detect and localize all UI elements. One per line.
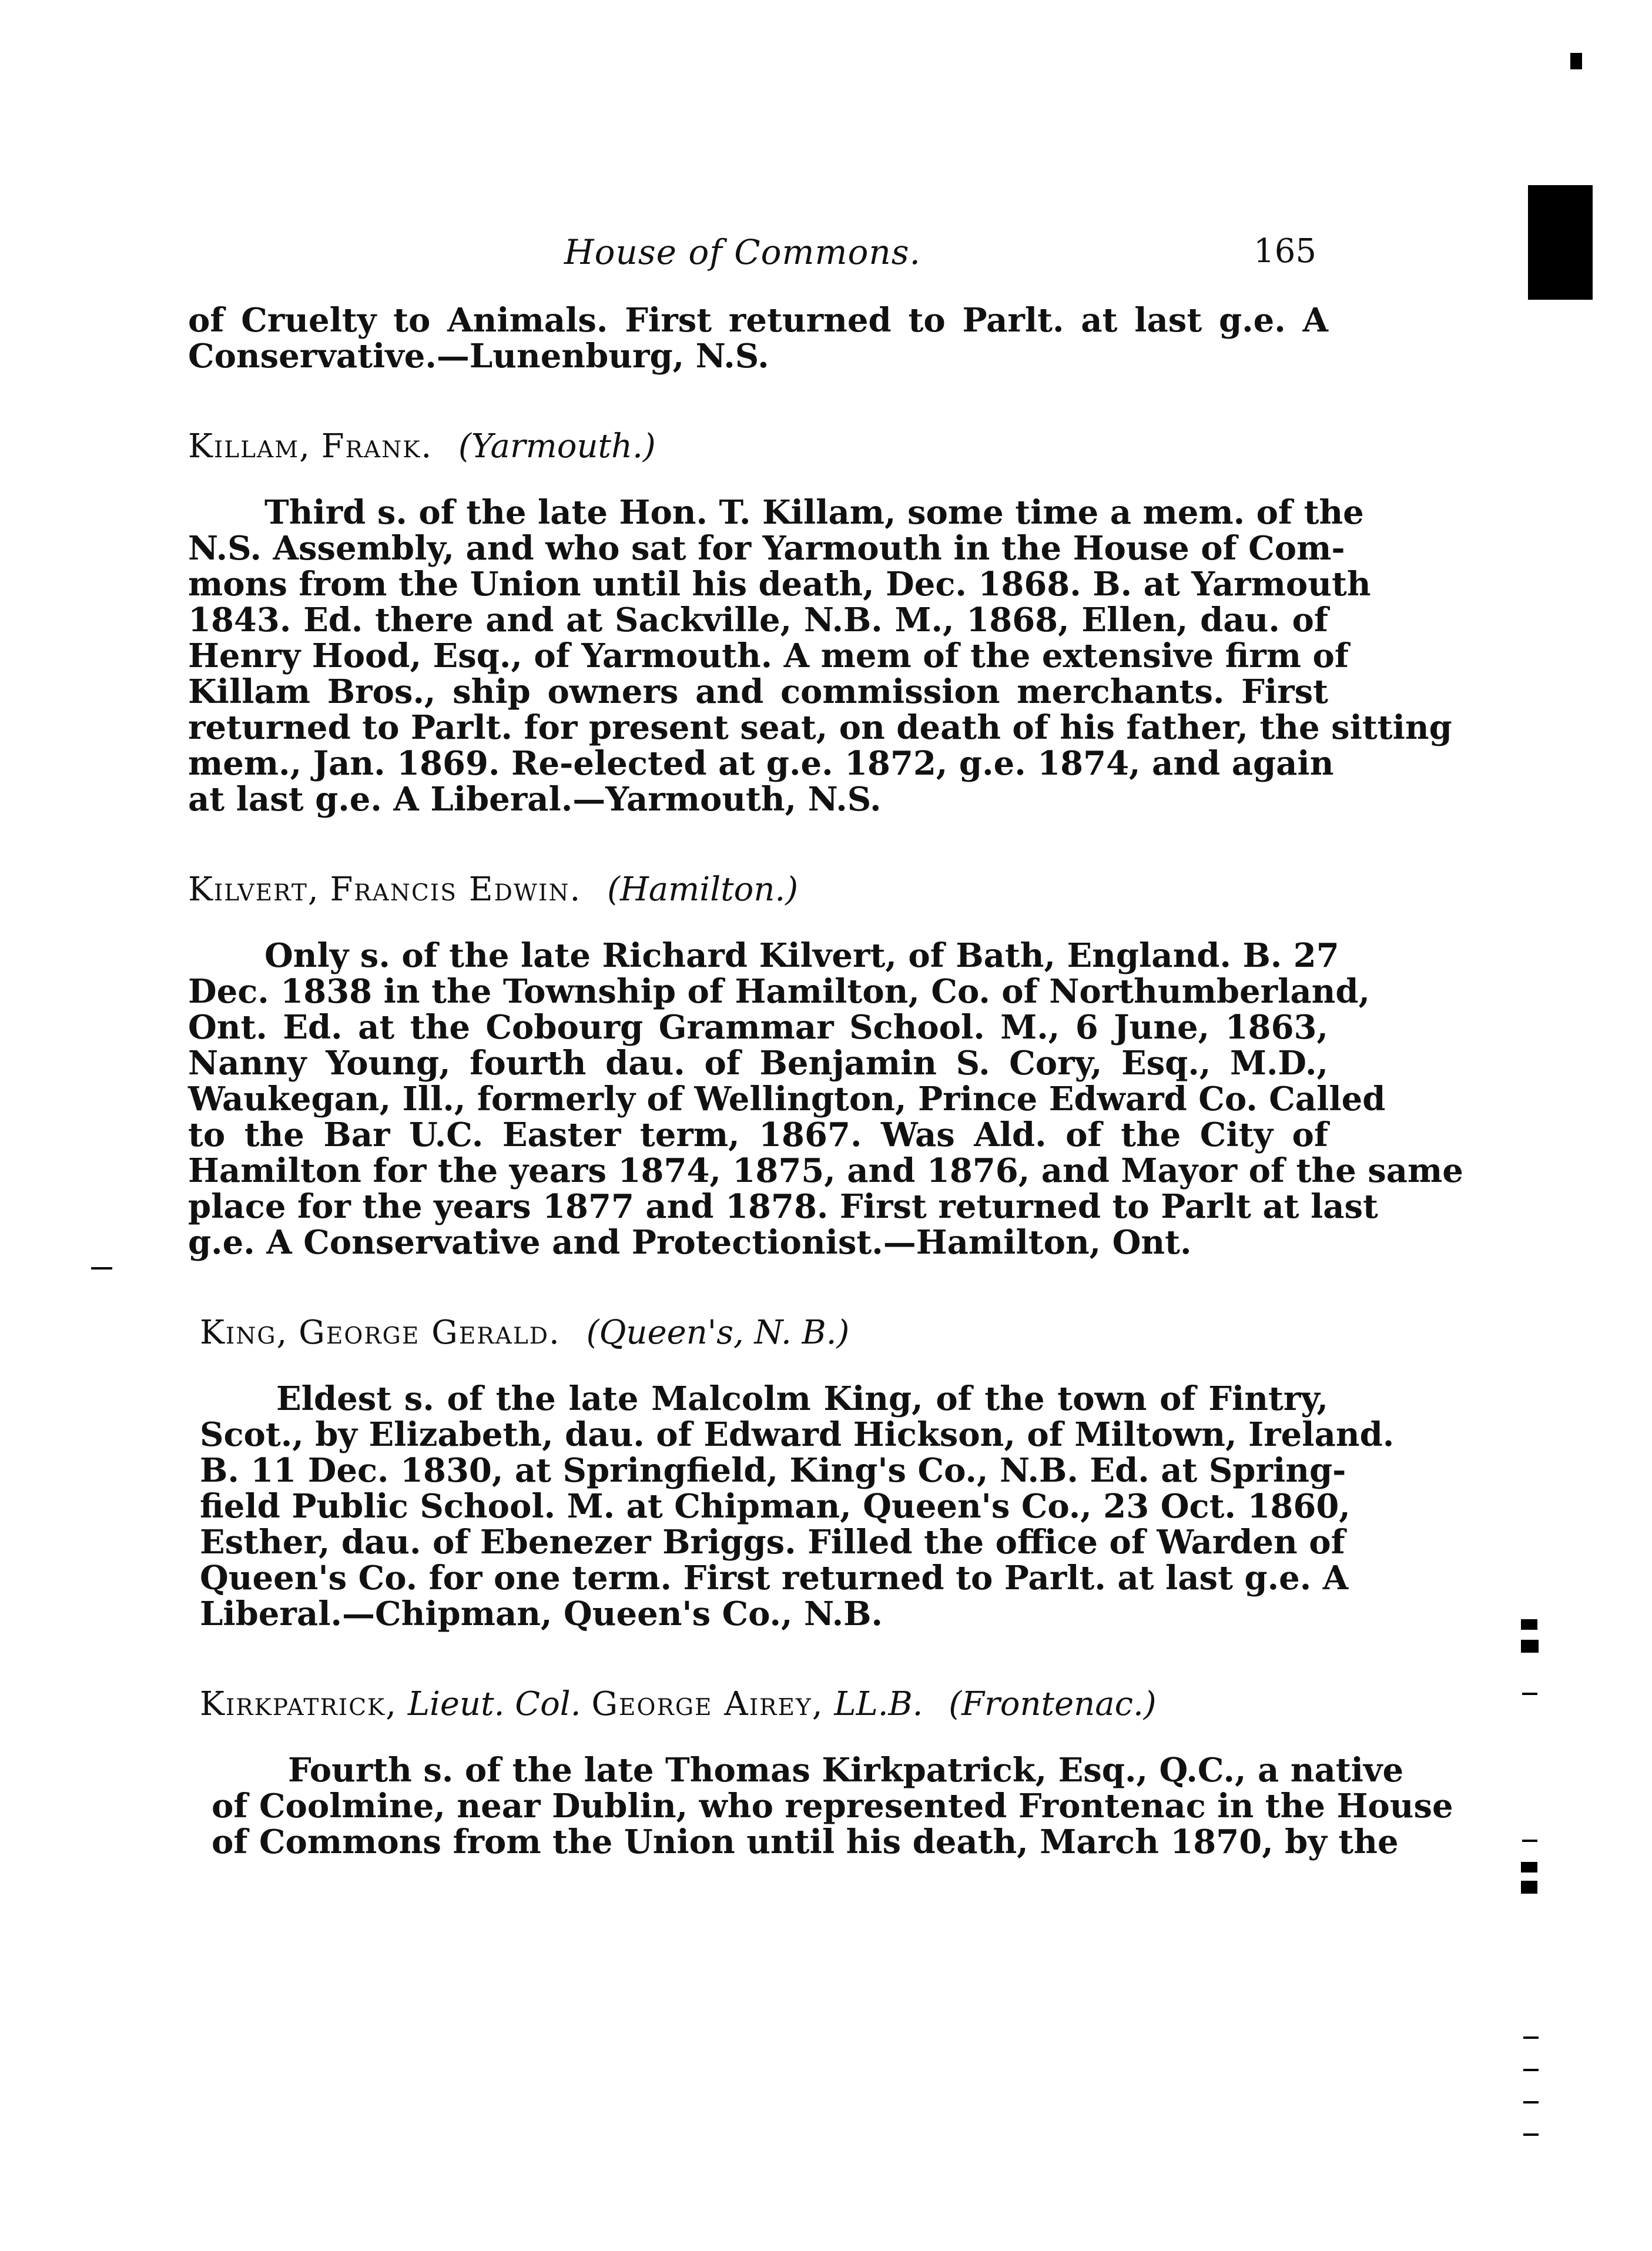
entry-given-name: George Gerald. [299,1314,561,1352]
scan-edge-mark [1521,1881,1537,1894]
continuation-paragraph [188,303,1328,374]
entry-heading [188,1686,1328,1722]
text-line: Nanny Young, fourth dau. of Benjamin S. Cory, Esq., M.D., [188,1044,1328,1083]
entry-body [188,936,1463,1262]
text-line: returned to Parlt. for present seat, on death of his father, the sitting [188,708,1452,747]
running-head [564,232,1316,279]
scan-edge-tab [1528,185,1593,300]
entry-given-name: George Airey, [591,1685,824,1723]
scan-edge-mark [1521,1640,1539,1653]
entry-given-name: Frank. [321,427,433,465]
entry-constituency: (Hamilton.) [607,870,799,909]
text-line: 1843. Ed. there and at Sackville, N.B. M., 1868, Ellen, dau. of [188,601,1328,639]
text-line: at last g.e. A Liberal.—Yarmouth, N.S. [188,780,882,819]
text-line: Dec. 1838 in the Township of Hamilton, Co. of Northumberland, [188,972,1370,1011]
page-body [188,301,1463,1861]
entry-constituency: (Queen's, N. B.) [586,1314,850,1352]
entry-constituency: (Frontenac.) [949,1685,1157,1723]
entry-surname: King, [200,1314,289,1352]
text-line: Esther, dau. of Ebenezer Briggs. Filled the office of Warden of [200,1523,1345,1562]
scan-edge-mark [1523,2069,1539,2071]
text-line: of Commons from the Union until his death, March 1870, by the [212,1823,1399,1861]
text-line: Scot., by Elizabeth, dau. of Edward Hickson, of Miltown, Ireland. [200,1415,1395,1454]
text-line: B. 11 Dec. 1830, at Springfield, King's Co., N.B. Ed. at Spring- [200,1451,1346,1490]
scan-edge-mark [1523,2133,1539,2136]
text-line: g.e. A Conservative and Protectionist.—Hamilton, Ont. [188,1223,1192,1262]
entry-surname: Kilvert, [188,870,320,909]
text-line: Eldest s. of the late Malcolm King, of the town of Fintry, [276,1379,1328,1418]
entry-surname: Killam, [188,427,311,465]
page-number: 165 [1254,232,1316,270]
entry-heading [188,872,1328,907]
text-line: N.S. Assembly, and who sat for Yarmouth in the House of Com- [188,529,1345,568]
entry-suffix: LL.B. [834,1685,923,1723]
scan-edge-mark [91,1267,112,1269]
text-line: mem., Jan. 1869. Re-elected at g.e. 1872, g.e. 1874, and again [188,744,1334,783]
scan-edge-mark [1523,2101,1539,2103]
entry-body [188,1379,1395,1633]
text-line: of Cruelty to Animals. First returned to Parlt. at last g.e. A [188,301,1328,340]
text-line: Third s. of the late Hon. T. Killam, some time a mem. of the [264,493,1364,532]
text-line: Waukegan, Ill., formerly of Wellington, Prince Edward Co. Called [188,1080,1386,1118]
entry-body [188,1751,1453,1861]
scan-edge-mark [1521,1619,1537,1630]
running-title: House of Commons. [564,232,921,272]
entry-heading [188,1315,1328,1351]
scan-corner-mark [1570,53,1582,69]
entry-constituency: (Yarmouth.) [458,427,656,465]
text-line: field Public School. M. at Chipman, Queen's Co., 23 Oct. 1860, [200,1487,1351,1526]
entry-heading [188,428,1328,464]
scan-edge-mark [1521,1862,1537,1873]
text-line: Queen's Co. for one term. First returned to Parlt. at last g.e. A [200,1559,1349,1597]
text-line: of Coolmine, near Dublin, who represented Frontenac in the House [212,1787,1453,1825]
text-line: Henry Hood, Esq., of Yarmouth. A mem of the extensive firm of [188,637,1349,675]
text-line: Ont. Ed. at the Cobourg Grammar School. M., 6 June, 1863, [188,1008,1328,1047]
entry-surname: Kirkpatrick, [200,1685,397,1723]
entry-title: Lieut. Col. [407,1685,581,1723]
text-line: to the Bar U.C. Easter term, 1867. Was Ald. of the City of [188,1116,1328,1154]
text-line: Conservative.—Lunenburg, N.S. [188,337,769,376]
text-line: place for the years 1877 and 1878. First returned to Parlt at last [188,1187,1378,1226]
scan-edge-mark [1523,2036,1539,2039]
entry-body [188,493,1452,819]
scan-edge-mark [1522,1840,1537,1842]
text-line: Killam Bros., ship owners and commission merchants. First [188,672,1328,711]
scan-edge-mark [1522,1693,1537,1695]
entry-given-name: Francis Edwin. [330,870,582,909]
text-line: Only s. of the late Richard Kilvert, of Bath, England. B. 27 [264,936,1339,975]
text-line: mons from the Union until his death, Dec. 1868. B. at Yarmouth [188,565,1371,604]
text-line: Hamilton for the years 1874, 1875, and 1876, and Mayor of the same [188,1151,1463,1190]
text-line: Fourth s. of the late Thomas Kirkpatrick, Esq., Q.C., a native [288,1751,1404,1790]
text-line: Liberal.—Chipman, Queen's Co., N.B. [200,1595,883,1633]
